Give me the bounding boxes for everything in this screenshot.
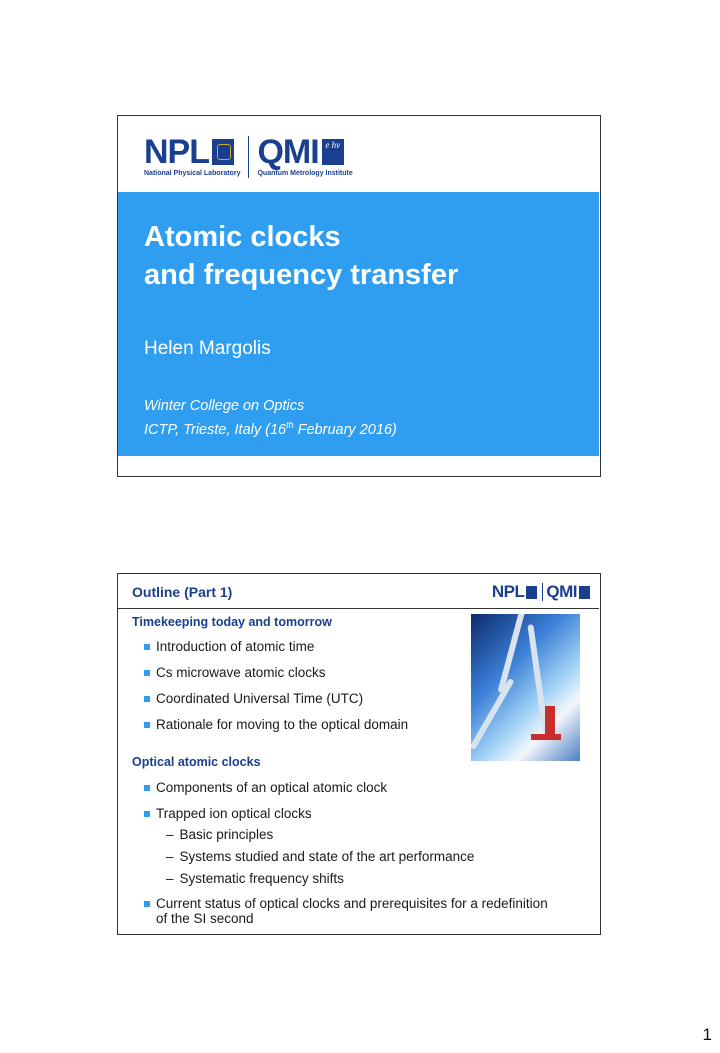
event-info <box>144 397 397 440</box>
bullet-icon <box>144 670 150 676</box>
title-line-1: Atomic clocks <box>144 221 341 253</box>
npl-qmi-logo <box>144 134 353 180</box>
npl-logo <box>144 133 241 177</box>
list-item: Introduction of atomic time <box>144 639 314 654</box>
bullet-icon <box>144 901 150 907</box>
npl-crest-small-icon <box>526 586 537 599</box>
qmi-subtitle: Quantum Metrology Institute <box>257 170 353 177</box>
small-logo <box>492 582 592 602</box>
ehv-emblem-icon: e hv <box>322 139 344 165</box>
qmi-wordmark-small: QMI <box>546 582 577 601</box>
title-band <box>118 192 599 456</box>
sub-list-item: – Basic principles <box>166 827 274 842</box>
list-item: Components of an optical atomic clock <box>144 780 387 795</box>
npl-crest-icon <box>212 139 234 165</box>
list-item: Current status of optical clocks and prerequisites for a redefinition of the SI second <box>144 896 548 926</box>
event-line-2-pre: ICTP, Trieste, Italy (16 <box>144 421 287 438</box>
npl-wordmark-small: NPL <box>491 582 525 601</box>
logo-divider-small <box>542 583 543 601</box>
bullet-icon <box>144 811 150 817</box>
section-heading-timekeeping: Timekeeping today and tomorrow <box>132 615 332 629</box>
bullet-icon <box>144 644 150 650</box>
bullet-icon <box>144 696 150 702</box>
sub-list-item: – Systematic frequency shifts <box>166 871 344 886</box>
sub-list-item: – Systems studied and state of the art performance <box>166 849 475 864</box>
event-line-2 <box>144 416 397 440</box>
page-number: 1 <box>702 1025 712 1044</box>
event-line-2-sup: th <box>286 420 294 430</box>
list-item: Coordinated Universal Time (UTC) <box>144 691 363 706</box>
author-name: Helen Margolis <box>144 338 271 359</box>
npl-subtitle: National Physical Laboratory <box>144 170 241 177</box>
event-line-2-post: February 2016) <box>293 421 397 438</box>
logo-divider <box>248 136 249 178</box>
bullet-icon <box>144 785 150 791</box>
event-line-1: Winter College on Optics <box>144 398 305 414</box>
list-item: Rationale for moving to the optical domain <box>144 717 408 732</box>
title-rule <box>118 608 599 609</box>
title-slide <box>117 115 601 477</box>
list-item: Cs microwave atomic clocks <box>144 665 326 680</box>
bullet-icon <box>144 722 150 728</box>
section-heading-optical-clocks: Optical atomic clocks <box>132 755 261 769</box>
outline-slide <box>117 573 601 935</box>
title-line-2: and frequency transfer <box>144 259 459 291</box>
clock-apparatus-photo <box>471 614 580 761</box>
ehv-emblem-small-icon <box>579 586 590 599</box>
slide-title: Outline (Part 1) <box>132 584 233 600</box>
qmi-logo <box>257 133 353 177</box>
list-item: Trapped ion optical clocks <box>144 806 312 821</box>
qmi-wordmark: QMI <box>257 133 319 171</box>
npl-wordmark: NPL <box>144 133 209 171</box>
presentation-title <box>144 218 458 294</box>
